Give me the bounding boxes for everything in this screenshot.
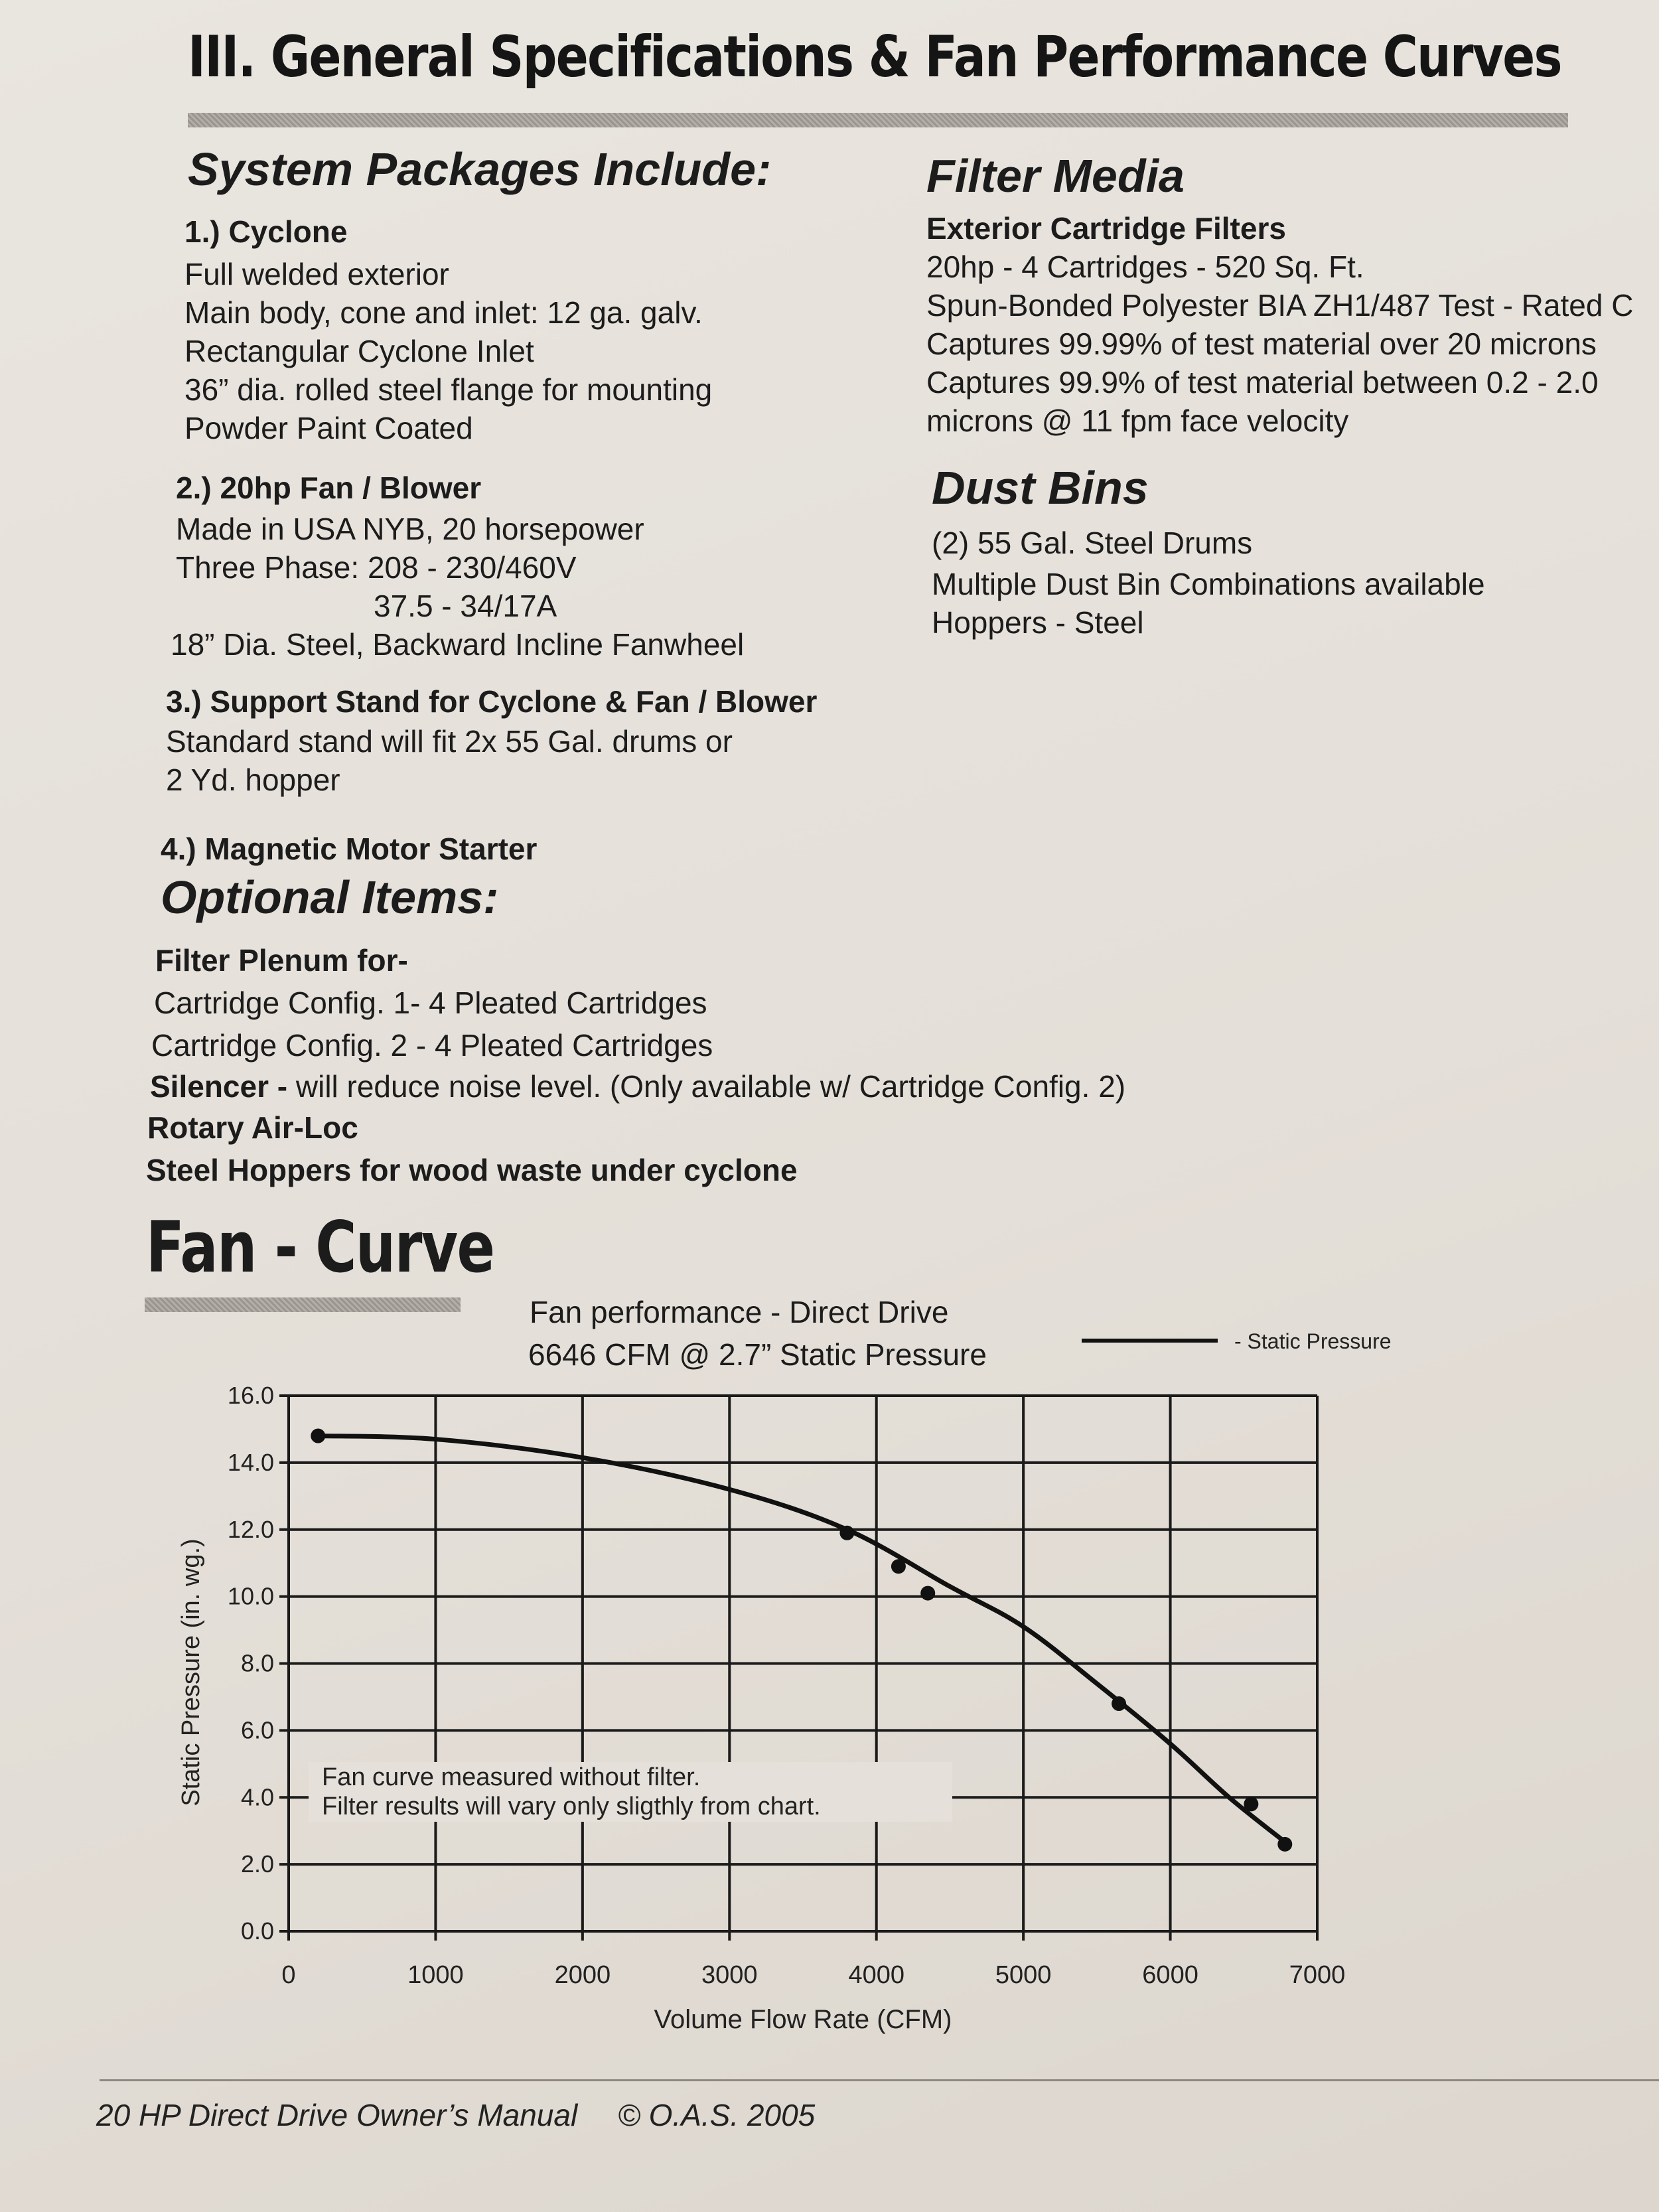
cyclone-line: 36” dia. rolled steel flange for mounting [184,372,713,407]
filter-media-line: microns @ 11 fpm face velocity [926,404,1349,438]
footer [96,2097,847,2133]
filter-media-heading: Filter Media [926,150,1185,202]
x-tick-label: 5000 [995,1961,1052,1989]
footer-copyright: © O.A.S. 2005 [617,2098,816,2132]
chart-note-line-1: Fan curve measured without filter. [322,1763,701,1791]
title-underline-bar [188,113,1568,127]
data-point [891,1559,906,1574]
y-tick-label: 2.0 [240,1850,274,1878]
cartridge-config-2: Cartridge Config. 2 - 4 Pleated Cartridges [151,1028,713,1063]
fan-blower-title: 2.) 20hp Fan / Blower [176,471,482,505]
cyclone-line: Full welded exterior [184,257,449,291]
system-packages-heading: System Packages Include: [188,143,772,195]
dust-bins-line: Multiple Dust Bin Combinations available [932,567,1485,601]
support-stand-title: 3.) Support Stand for Cyclone & Fan / Blower [166,684,818,719]
data-point [1277,1837,1292,1852]
legend-label: - Static Pressure [1234,1329,1392,1353]
footer-rule [100,2079,1659,2081]
data-point [1244,1797,1258,1811]
rotary-air-loc: Rotary Air-Loc [147,1110,358,1145]
cyclone-line: Powder Paint Coated [184,411,473,445]
x-tick-label: 0 [281,1961,296,1989]
support-stand-line: 2 Yd. hopper [166,763,340,797]
fan-blower-line: Three Phase: 208 - 230/460V [176,550,577,585]
filter-media-line: Spun-Bonded Polyester BIA ZH1/487 Test - Rated C [926,288,1634,323]
optional-items-section [161,871,498,924]
silencer-text: will reduce noise level. (Only available w/ Cartridge Config. 2) [287,1069,1126,1104]
steel-hoppers: Steel Hoppers for wood waste under cyclone [146,1153,798,1187]
fan-curve-chart [100,1321,1626,2091]
data-point [311,1429,325,1443]
x-tick-label: 6000 [1142,1961,1198,1989]
filter-media-line: Captures 99.99% of test material over 20 microns [926,327,1597,361]
cyclone-item [184,214,712,447]
x-tick-label: 2000 [554,1961,611,1989]
filter-plenum-label: Filter Plenum for- [155,943,408,978]
x-axis-label: Volume Flow Rate (CFM) [654,2005,952,2034]
fan-blower-line: 37.5 - 34/17A [374,589,557,623]
fan-blower-line: Made in USA NYB, 20 horsepower [176,512,644,546]
x-tick-label: 4000 [848,1961,904,1989]
y-axis-label: Static Pressure (in. wg.) [177,1538,205,1806]
data-point [1112,1696,1126,1711]
cyclone-title: 1.) Cyclone [184,214,348,249]
dust-bins-line: (2) 55 Gal. Steel Drums [932,526,1253,560]
support-stand-item [166,684,817,799]
silencer-label: Silencer - [150,1069,288,1104]
data-point [920,1586,935,1601]
dust-bins-heading: Dust Bins [932,462,1149,514]
x-tick-label: 7000 [1289,1961,1346,1989]
fan-curve-underline-bar [145,1297,461,1312]
dust-bins-line: Hoppers - Steel [932,605,1144,640]
silencer-item [150,1067,1125,1106]
chart-note-line-2: Filter results will vary only sligthly from chart. [322,1793,821,1820]
motor-starter-item [161,831,537,867]
page-title: III. General Specifications & Fan Performance Curves [188,24,1561,90]
x-tick-label: 3000 [701,1961,758,1989]
y-axis-ticks [228,1382,274,1945]
y-tick-label: 16.0 [227,1382,274,1409]
filter-media-line: 20hp - 4 Cartridges - 520 Sq. Ft. [926,250,1364,284]
footer-manual-title: 20 HP Direct Drive Owner’s Manual [96,2098,578,2132]
fan-blower-item [171,470,745,664]
optional-items-heading: Optional Items: [161,871,499,923]
y-tick-label: 0.0 [240,1917,274,1945]
y-tick-label: 14.0 [227,1448,274,1476]
optional-items-list [147,941,1125,1189]
x-tick-label: 1000 [407,1961,464,1989]
x-axis-ticks [281,1961,1345,1989]
y-tick-label: 8.0 [240,1649,274,1677]
filter-media-section [926,149,1633,440]
data-point [839,1526,854,1540]
chart-subtitle: 6646 CFM @ 2.7” Static Pressure [528,1337,987,1372]
fan-blower-line: 18” Dia. Steel, Backward Incline Fanwheel [171,627,745,662]
y-tick-label: 6.0 [240,1716,274,1744]
y-tick-label: 10.0 [227,1582,274,1610]
chart-title: Fan performance - Direct Drive [530,1295,949,1329]
cyclone-line: Rectangular Cyclone Inlet [184,334,534,368]
dust-bins-section [932,461,1485,642]
y-tick-label: 12.0 [227,1515,274,1543]
filter-media-subheading: Exterior Cartridge Filters [926,211,1286,246]
cyclone-line: Main body, cone and inlet: 12 ga. galv. [184,295,703,330]
system-packages-section [188,143,771,196]
support-stand-line: Standard stand will fit 2x 55 Gal. drums or [166,724,733,759]
motor-starter-title: 4.) Magnetic Motor Starter [161,832,538,866]
chart-grid [279,1396,1317,1941]
cartridge-config-1: Cartridge Config. 1- 4 Pleated Cartridges [154,986,707,1020]
y-tick-label: 4.0 [240,1783,274,1811]
filter-media-line: Captures 99.9% of test material between 0.2 - 2.0 [926,365,1599,400]
fan-curve-heading: Fan - Curve [146,1207,494,1288]
